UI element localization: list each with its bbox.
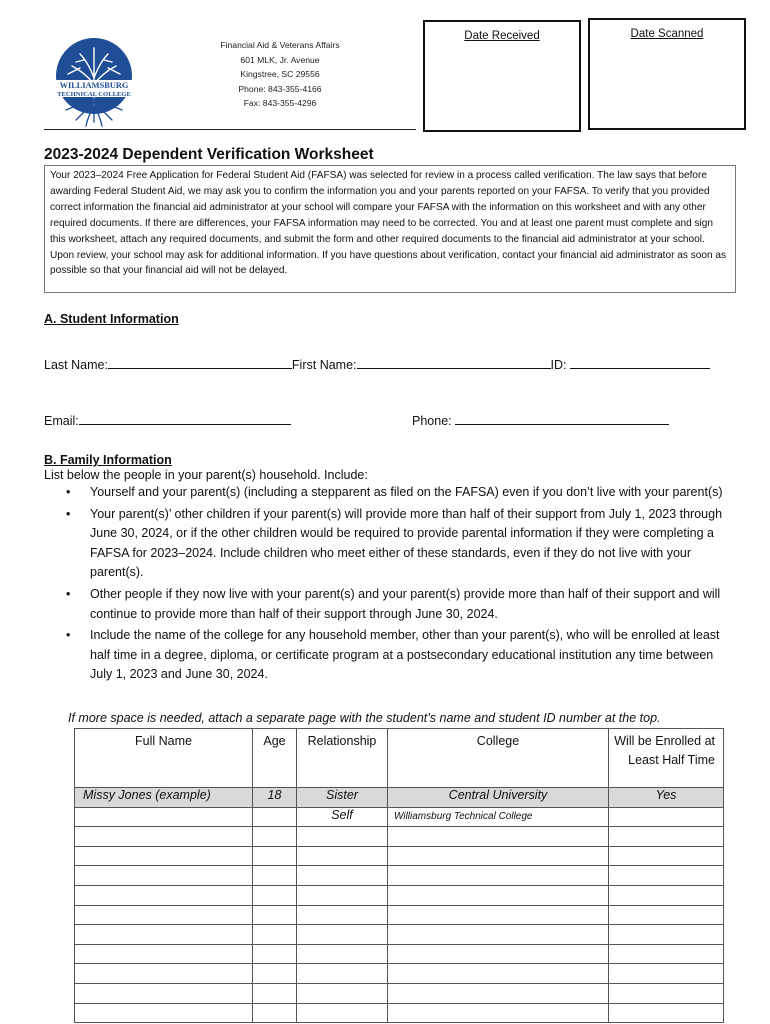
table-row[interactable] xyxy=(75,827,724,847)
self-enrolled-cell[interactable] xyxy=(609,807,724,827)
email-row xyxy=(44,411,291,428)
extra-space-note: If more space is needed, attach a separate page with the student’s name and student ID number at the top. xyxy=(68,711,661,725)
table-row[interactable] xyxy=(75,885,724,905)
address-line: Kingstree, SC 29556 xyxy=(240,69,320,80)
table-row[interactable] xyxy=(75,905,724,925)
section-a-heading: A. Student Information xyxy=(44,312,179,326)
last-name-field[interactable] xyxy=(108,355,292,369)
table-row[interactable] xyxy=(75,925,724,945)
self-college: Williamsburg Technical College xyxy=(388,807,609,827)
example-relationship: Sister xyxy=(297,788,388,808)
self-relationship: Self xyxy=(297,807,388,827)
col-header-enrolled: Will be Enrolled at Least Half Time xyxy=(609,729,724,788)
table-row[interactable] xyxy=(75,866,724,886)
table-row-example xyxy=(75,788,724,808)
last-name-label: Last Name: xyxy=(44,358,108,372)
address-block xyxy=(190,38,370,111)
logo-text-line2: TECHNICAL COLLEGE xyxy=(57,91,131,98)
email-label: Email: xyxy=(44,414,79,428)
col-header-age: Age xyxy=(253,729,297,788)
student-id-field[interactable] xyxy=(570,355,710,369)
self-full-name-cell[interactable] xyxy=(75,807,253,827)
table-row[interactable] xyxy=(75,964,724,984)
household-criteria-list xyxy=(62,483,730,687)
phone-row xyxy=(412,411,669,428)
address-line: 601 MLK, Jr. Avenue xyxy=(240,54,320,65)
first-name-label: First Name: xyxy=(291,358,357,372)
address-line: Financial Aid & Veterans Affairs xyxy=(220,40,340,50)
date-received-label: Date Received xyxy=(464,30,540,42)
logo-text-line1: WILLIAMSBURG xyxy=(59,81,129,90)
page-title: 2023-2024 Dependent Verification Worksheet xyxy=(44,146,374,163)
list-item: • Yourself and your parent(s) (including a stepparent as filed on the FAFSA) even if you don’t live with your parent(s) xyxy=(62,483,730,503)
list-item: • Include the name of the college for any household member, other than your parent(s), who will be enrolled at least half time in a degree, diploma, or certificate program at a postsecondary educational institution any time between July 1, 2023 and June 30, 2024. xyxy=(62,626,730,685)
example-full-name: Missy Jones (example) xyxy=(75,788,253,808)
col-header-full-name: Full Name xyxy=(75,729,253,788)
family-table xyxy=(74,728,724,1023)
table-row[interactable] xyxy=(75,983,724,1003)
phone-label: Phone: xyxy=(412,414,452,428)
table-row[interactable] xyxy=(75,846,724,866)
list-item: • Other people if they now live with your parent(s) and your parent(s) provide more than half of their support and will continue to provide more than half of their support through June 30, 2024. xyxy=(62,585,730,624)
phone-field[interactable] xyxy=(455,411,669,425)
example-college: Central University xyxy=(388,788,609,808)
list-item: • Your parent(s)’ other children if your parent(s) will provide more than half of their support from July 1, 2023 through June 30, 2024, or if the other children would be required to provide parental information if they were completing a FAFSA for 2023–2024. Include children who meet either of these standards, even if they do not live with your parent(s). xyxy=(62,505,730,583)
id-label: ID: xyxy=(550,358,567,372)
email-field[interactable] xyxy=(79,411,291,425)
col-header-relationship: Relationship xyxy=(297,729,388,788)
table-row[interactable] xyxy=(75,1003,724,1023)
table-row[interactable] xyxy=(75,944,724,964)
table-header-row xyxy=(75,729,724,788)
section-b-intro: List below the people in your parent(s) household. Include: xyxy=(44,468,368,482)
table-row-self xyxy=(75,807,724,827)
address-line: Fax: 843-355-4296 xyxy=(243,98,317,109)
first-name-field[interactable] xyxy=(357,355,551,369)
name-id-row xyxy=(44,355,710,372)
col-header-college: College xyxy=(388,729,609,788)
address-line: Phone: 843-355-4166 xyxy=(238,83,322,94)
example-age: 18 xyxy=(253,788,297,808)
self-age-cell[interactable] xyxy=(253,807,297,827)
date-scanned-box[interactable] xyxy=(588,18,746,130)
date-scanned-label: Date Scanned xyxy=(630,28,704,40)
example-enrolled: Yes xyxy=(609,788,724,808)
date-received-box[interactable] xyxy=(423,20,581,132)
intro-paragraph: Your 2023–2024 Free Application for Federal Student Aid (FAFSA) was selected for review in a process called verification. The law says that before awarding Federal Student Aid, we may ask you to confirm the information you and your parents reported on your FAFSA. To verify that you provided correct information the financial aid administrator at your school will compare your FAFSA with the information on this worksheet and with any other required documents. If there are differences, your FAFSA information may need to be corrected. You and at least one parent must complete and sign this worksheet, attach any required documents, and submit the form and other required documents to the financial aid administrator at your school. Upon review, your school may ask for additional information. If you have questions about verification, contact your financial aid administrator as soon as possible so that your financial aid will not be delayed. xyxy=(44,165,736,293)
section-b-heading: B. Family Information xyxy=(44,453,172,467)
college-logo xyxy=(40,36,148,128)
header-divider xyxy=(44,129,416,130)
